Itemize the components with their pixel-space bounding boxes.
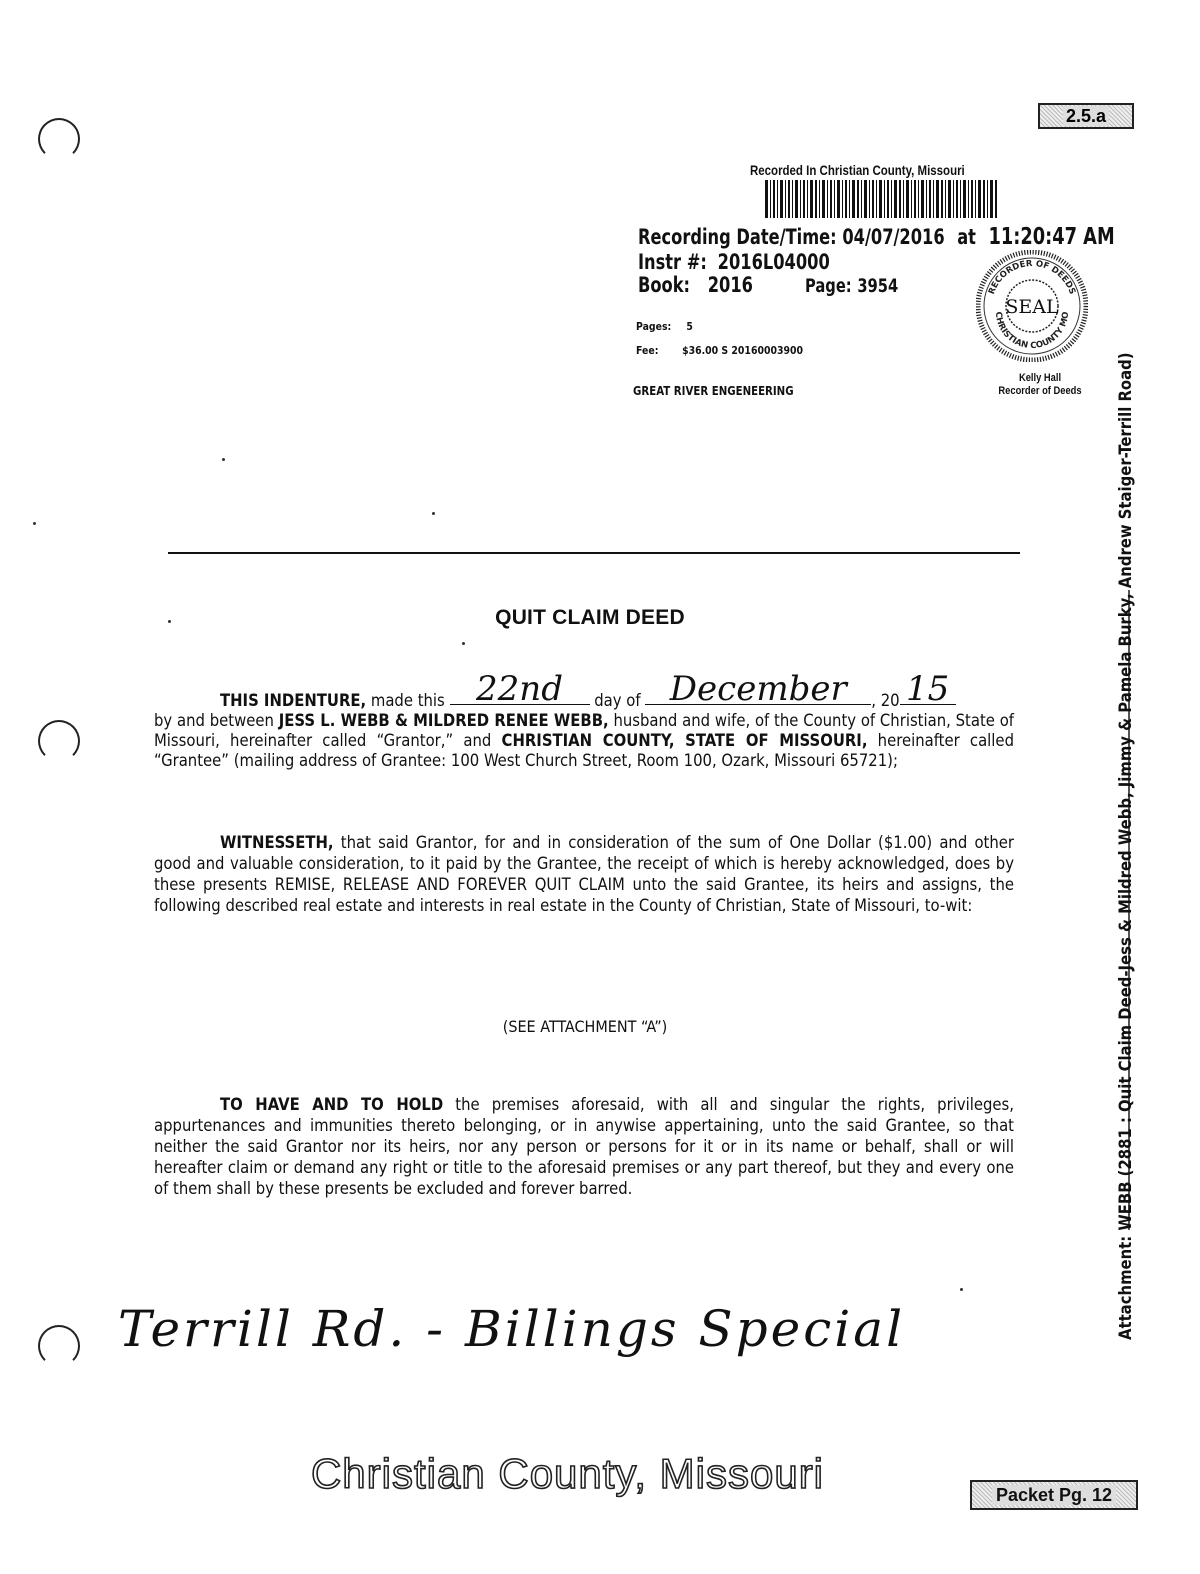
page-label: Page:	[805, 275, 852, 297]
recording-date-value: 04/07/2016	[842, 225, 945, 249]
fee-line	[636, 344, 803, 357]
header-divider	[168, 552, 1020, 554]
pages-line	[636, 320, 693, 333]
handwritten-month: December	[645, 674, 871, 705]
recorder-title: Recorder of Deeds	[998, 385, 1082, 397]
instr-label: Instr #:	[638, 250, 707, 274]
fee-label: Fee:	[636, 344, 659, 357]
seal-ring-top-text: RECORDER OF DEEDS	[986, 258, 1078, 296]
speck	[432, 512, 435, 515]
grantee-name: CHRISTIAN COUNTY, STATE OF MISSOURI,	[501, 731, 868, 750]
recording-date-label: Recording Date/Time:	[638, 225, 837, 249]
indenture-lead: THIS INDENTURE,	[220, 691, 367, 710]
recorder-block	[989, 372, 1091, 398]
pages-label: Pages:	[636, 320, 672, 333]
recording-time-value: 11:20:47 AM	[988, 224, 1115, 250]
speck	[222, 458, 225, 461]
attachment-reference: (SEE ATTACHMENT “A”)	[502, 1017, 668, 1036]
grantor-names: JESS L. WEBB & MILDRED RENEE WEBB,	[278, 711, 609, 730]
barcode-icon	[765, 180, 997, 218]
side-attachment-label: Attachment: WEBB (2881 : Quit Claim Deed-Jess & Mildred Webb, Jimmy & Pamela Burky, Andrew Staiger-Terrill Road)	[1116, 352, 1135, 1340]
fee-value: $36.00 S 20160003900	[682, 344, 803, 357]
document-title: QUIT CLAIM DEED	[495, 606, 685, 629]
indenture-paragraph: THIS INDENTURE, made this 22nd day of December , 20 15 by and between JESS L. WEBB & MILDRED RENEE WEBB, husband and wife, of the County of Christian, State of Missouri, hereinafter called “Grantor,” and CHRISTIAN COUNTY, STATE OF MISSOURI, hereinafter called “Grantee” (mailing address of Grantee: 100 West Church Street, Room 100, Ozark, Missouri 65721);	[154, 669, 1014, 770]
hole-punch-middle	[38, 720, 80, 762]
book-value: 2016	[707, 273, 753, 297]
seal-center-text: SEAL	[1005, 296, 1059, 318]
footer-county-watermark: Christian County, Missouri	[310, 1450, 825, 1497]
recording-date-line	[638, 224, 1115, 250]
handwritten-year: 15	[900, 674, 956, 705]
instrument-line	[638, 250, 830, 274]
recorded-county-line: Recorded In Christian County, Missouri	[750, 162, 965, 178]
book-line	[638, 273, 898, 297]
hole-punch-top	[38, 118, 80, 160]
habendum-lead: TO HAVE AND TO HOLD	[220, 1095, 444, 1114]
handwritten-day: 22nd	[450, 674, 590, 705]
instr-value: 2016L04000	[717, 250, 830, 274]
submitter-name: GREAT RIVER ENGENEERING	[633, 384, 794, 398]
speck	[960, 1288, 963, 1291]
book-label: Book:	[638, 273, 691, 297]
speck	[462, 642, 465, 645]
packet-page-tag: Packet Pg. 12	[970, 1480, 1138, 1510]
hole-punch-bottom	[38, 1325, 80, 1367]
speck	[33, 522, 36, 525]
witnesseth-lead: WITNESSETH,	[220, 833, 334, 852]
agenda-tag: 2.5.a	[1038, 103, 1134, 129]
page-value: 3954	[857, 275, 899, 297]
pages-value: 5	[686, 320, 693, 333]
handwritten-note: Terrill Rd. - Billings Special	[118, 1300, 906, 1358]
recorder-seal-icon	[976, 250, 1088, 362]
witnesseth-paragraph: WITNESSETH, that said Grantor, for and in consideration of the sum of One Dollar ($1.00) and other good and valuable consideration, to it paid by the Grantee, the receipt of which is hereby acknowledged, does by these presents REMISE, RELEASE AND FOREVER QUIT CLAIM unto the said Grantee, its heirs and assigns, the following described real estate and interests in real estate in the County of Christian, State of Missouri, to-wit:	[154, 833, 1014, 915]
recorder-name: Kelly Hall	[1018, 372, 1062, 384]
recording-at-label: at	[957, 225, 976, 249]
habendum-paragraph: TO HAVE AND TO HOLD the premises aforesaid, with all and singular the rights, privileges, appurtenances and immunities thereto belonging, or in anywise appertaining, unto the said Grantee, so that neither the said Grantor nor its heirs, nor any person or persons for it or in its name or behalf, shall or will hereafter claim or demand any right or title to the aforesaid premises or any part thereof, but they and every one of them shall by these presents be excluded and forever barred.	[154, 1095, 1015, 1198]
seal-ring-bottom-text: CHRISTIAN COUNTY MO	[992, 311, 1072, 352]
